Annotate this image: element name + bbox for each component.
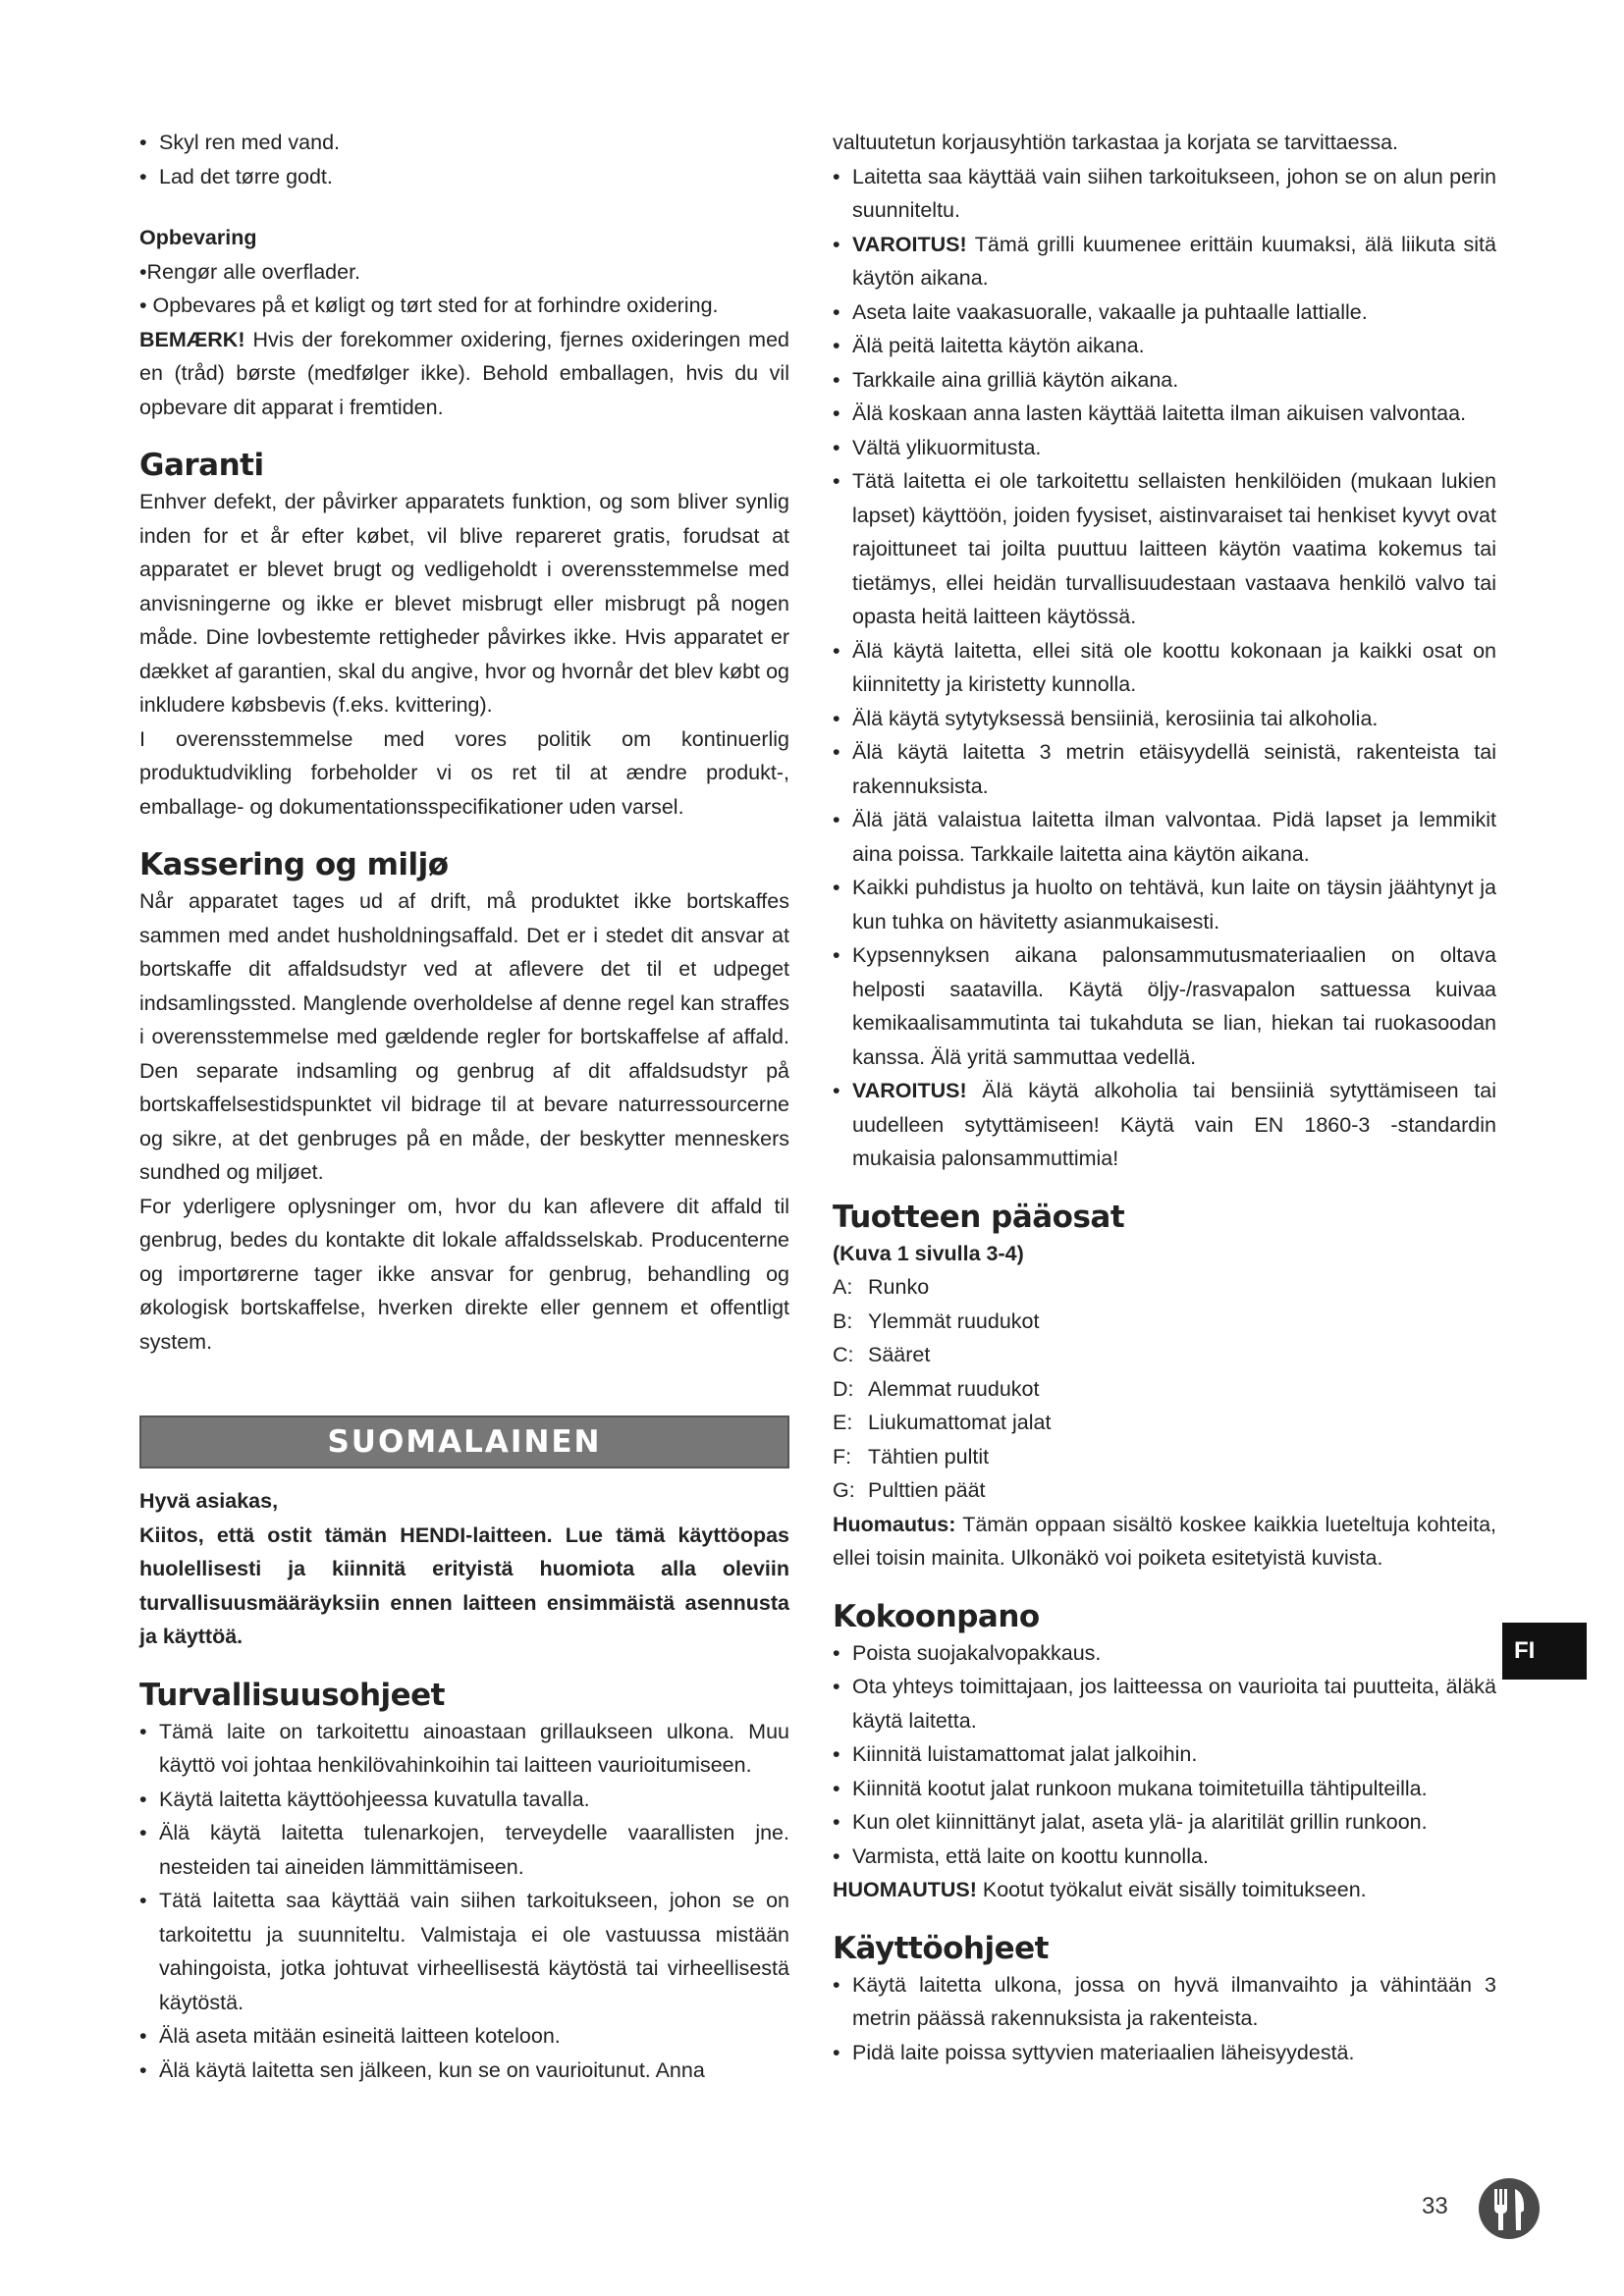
garanti-paragraph: I overensstemmelse med vores politik om kontinuerlig produktudvikling forbeholder vi os ret til at ændre produkt-, emballage- og dokumentationsspecifikationer uden varsel. — [139, 726, 789, 819]
list-item: • Kaikki puhdistus ja huolto on tehtävä, kun laite on täysin jäähtynyt ja kun tuhka on hävitetty asianmukaisesti. — [833, 871, 1496, 938]
greeting: Hyvä asiakas, — [139, 1489, 279, 1513]
language-tab: FI — [1502, 1623, 1587, 1680]
assembly-list — [833, 1636, 1496, 1874]
list-item: • Skyl ren med vand. — [139, 126, 789, 160]
list-item: • Varmista, että laite on koottu kunnolla. — [833, 1840, 1496, 1874]
part-name: Pulttien päät — [868, 1478, 986, 1502]
left-column — [139, 126, 789, 2087]
list-item: • Älä käytä laitetta sen jälkeen, kun se on vaurioitunut. Anna — [139, 2054, 789, 2088]
safety-list — [139, 1715, 789, 2088]
garanti-heading: Garanti — [139, 448, 264, 483]
part-letter: G: — [833, 1478, 855, 1502]
usage-heading: Käyttöohjeet — [833, 1930, 1049, 1966]
assembly-note-label: HUOMAUTUS! — [833, 1878, 977, 1901]
list-item: • Ota yhteys toimittajaan, jos laitteessa on vaurioita tai puutteita, äläkä käytä laitetta. — [833, 1670, 1496, 1737]
assembly-heading: Kokoonpano — [833, 1598, 1040, 1634]
list-item: • Poista suojakalvopakkaus. — [833, 1636, 1496, 1671]
warning-text: Älä käytä alkoholia tai bensiiniä sytyttämiseen tai uudelleen sytyttämiseen! Käytä vain EN 1860-3 -standardin mukaisia palonsammuttimia! — [852, 1079, 1496, 1170]
list-item: • Älä koskaan anna lasten käyttää laitetta ilman aikuisen valvontaa. — [833, 397, 1496, 431]
part-letter: B: — [833, 1308, 853, 1333]
garanti-paragraph: Enhver defekt, der påvirker apparatets funktion, og som bliver synlig inden for et år efter købet, vil blive repareret gratis, forudsat at apparatet er blevet brugt og vedligeholdt i overensstemmelse med anvisningerne og ikke er blevet misbrugt eller misbrugt på nogen måde. Dine lovbestemte rettigheder påvirkes ikke. Hvis apparatet er dækket af garantien, skal du angive, hvor og hvornår det blev købt og inkludere købsbevis (f.eks. kvittering). — [139, 490, 789, 717]
page-number: 33 — [1422, 2193, 1448, 2219]
parts-note-label: Huomautus: — [833, 1512, 956, 1536]
part-item — [833, 1305, 1496, 1339]
list-item: • Tarkkaile aina grilliä käytön aikana. — [833, 363, 1496, 398]
language-banner: SUOMALAINEN — [139, 1415, 789, 1468]
list-item: • Kun olet kiinnittänyt jalat, aseta ylä- ja alaritilät grillin runkoon. — [833, 1805, 1496, 1840]
part-item — [833, 1270, 1496, 1305]
parts-note-text: Tämän oppaan sisältö koskee kaikkia lueteltuja kohteita, ellei toisin mainita. Ulkonäkö voi poiketa esitetyistä kuvista. — [833, 1512, 1496, 1570]
list-item: • Älä aseta mitään esineitä laitteen koteloon. — [139, 2019, 789, 2054]
list-item: • Älä peitä laitetta käytön aikana. — [833, 329, 1496, 363]
list-item: • Kiinnitä kootut jalat runkoon mukana toimitetuilla tähtipulteilla. — [833, 1772, 1496, 1806]
part-name: Alemmat ruudukot — [868, 1376, 1040, 1401]
list-item: • Lad det tørre godt. — [139, 160, 789, 194]
list-item: • Tätä laitetta ei ole tarkoitettu sellaisten henkilöiden (mukaan lukien lapset) käyttöön, joiden fyysiset, aistinvaraiset tai henkiset kyvyt ovat rajoittuneet tai joilta puuttuu laitteen käytön vaatima kokemus tai tietämys, ellei heidän turvallisuudestaan vastaava henkilö valvo tai opasta heitä laitteen käytössä. — [833, 464, 1496, 634]
right-column — [833, 126, 1496, 2069]
parts-note — [833, 1508, 1496, 1575]
storage-item: •Rengør alle overflader. — [139, 259, 361, 284]
list-item: • Kypsennyksen aikana palonsammutusmateriaalien on oltava helposti saatavilla. Käytä öljy-/rasvapalon sattuessa kuivaa kemikaalisammutinta tai tukahduta se lian, hiekan tai ruokasoodan kanssa. Älä yritä sammuttaa vedellä. — [833, 938, 1496, 1074]
list-item: • Kiinnitä luistamattomat jalat jalkoihin. — [833, 1737, 1496, 1772]
assembly-note-text: Kootut työkalut eivät sisälly toimitukseen. — [976, 1878, 1367, 1901]
part-item — [833, 1372, 1496, 1407]
storage-heading: Opbevaring — [139, 226, 257, 249]
part-letter: D: — [833, 1376, 854, 1401]
list-item: • Aseta laite vaakasuoralle, vakaalle ja puhtaalle lattialle. — [833, 295, 1496, 330]
part-name: Ylemmät ruudukot — [868, 1308, 1040, 1333]
warning-text: Tämä grilli kuumenee erittäin kuumaksi, älä liikuta sitä käytön aikana. — [852, 232, 1496, 290]
assembly-note — [833, 1873, 1496, 1907]
list-item: • Vältä ylikuormitusta. — [833, 431, 1496, 465]
part-item — [833, 1338, 1496, 1372]
part-name: Sääret — [868, 1343, 931, 1366]
cutlery-logo-icon — [1478, 2177, 1541, 2240]
list-item: • Älä käytä laitetta tulenarkojen, terveydelle vaarallisten jne. nesteiden tai aineiden lämmittämiseen. — [139, 1816, 789, 1884]
usage-list — [833, 1968, 1496, 2070]
continued-line: valtuutetun korjausyhtiön tarkastaa ja korjata se tarvittaessa. — [833, 131, 1399, 154]
part-name: Liukumattomat jalat — [868, 1411, 1052, 1434]
part-letter: A: — [833, 1275, 853, 1299]
cleaning-list — [139, 126, 789, 193]
warning-label: VAROITUS! — [852, 232, 967, 256]
list-item: • Laitetta saa käyttää vain siihen tarkoitukseen, johon se on alun perin suunniteltu. — [833, 160, 1496, 228]
list-item: • Käytä laitetta ulkona, jossa on hyvä ilmanvaihto ja vähintään 3 metrin päässä rakennuksista ja rakenteista. — [833, 1968, 1496, 2036]
storage-note — [139, 323, 789, 425]
storage-item: • Opbevares på et køligt og tørt sted for at forhindre oxidering. — [139, 294, 719, 317]
list-item: • Älä käytä laitetta 3 metrin etäisyydellä seinistä, rakenteista tai rakennuksista. — [833, 735, 1496, 803]
part-letter: F: — [833, 1444, 852, 1468]
safety-heading: Turvallisuusohjeet — [139, 1677, 446, 1713]
list-item: • Pidä laite poissa syttyvien materiaalien läheisyydestä. — [833, 2036, 1496, 2070]
part-item — [833, 1406, 1496, 1440]
warning-item — [833, 1074, 1496, 1176]
note-text: Hvis der forekommer oxidering, fjernes oxideringen med en (tråd) børste (medfølger ikke). Behold emballagen, hvis du vil opbevare dit apparat i fremtiden. — [139, 327, 789, 419]
list-item: • Älä käytä laitetta, ellei sitä ole koottu kokonaan ja kaikki osat on kiinnitetty ja kiristetty kunnolla. — [833, 634, 1496, 702]
parts-subtitle: (Kuva 1 sivulla 3-4) — [833, 1241, 1024, 1265]
list-item: • Tätä laitetta saa käyttää vain siihen tarkoitukseen, johon se on tarkoitettu ja suunniteltu. Valmistaja ei ole vastuussa mistään vahingoista, jotka johtuvat virheellisestä käytöstä tai virheellisestä käytöstä. — [139, 1884, 789, 2019]
list-item: • Älä käytä sytytyksessä bensiiniä, kerosiinia tai alkoholia. — [833, 702, 1496, 736]
kassering-paragraph: For yderligere oplysninger om, hvor du kan aflevere dit affald til genbrug, bedes du kontakte dit lokale affaldsselskab. Producenterne og importørerne tager ikke ansvar for genbrug, behandling og økologisk bortskaffelse, hverken direkte eller gennem et offentligt system. — [139, 1194, 789, 1354]
part-item — [833, 1440, 1496, 1474]
warning-item — [833, 228, 1496, 295]
list-item: • Älä jätä valaistua laitetta ilman valvontaa. Pidä lapset ja lemmikit aina poissa. Tarkkaile laitetta aina käytön aikana. — [833, 803, 1496, 871]
note-label: BEMÆRK! — [139, 327, 245, 351]
part-name: Tähtien pultit — [868, 1444, 990, 1468]
parts-heading: Tuotteen pääosat — [833, 1199, 1125, 1235]
part-name: Runko — [868, 1275, 930, 1299]
part-letter: C: — [833, 1343, 854, 1366]
part-item — [833, 1473, 1496, 1508]
warning-label: VAROITUS! — [852, 1079, 967, 1102]
list-item: • Tämä laite on tarkoitettu ainoastaan grillaukseen ulkona. Muu käyttö voi johtaa henkilövahinkoihin tai laitteen vaurioitumiseen. — [139, 1715, 789, 1783]
list-item: • Käytä laitetta käyttöohjeessa kuvatulla tavalla. — [139, 1783, 789, 1817]
part-letter: E: — [833, 1411, 853, 1434]
intro-paragraph: Kiitos, että ostit tämän HENDI-laitteen. Lue tämä käyttöopas huolellisesti ja kiinnitä erityistä huomiota alla oleviin turvallisuusmääräyksiin ennen laitteen ensimmäistä asennusta ja käyttöä. — [139, 1522, 789, 1648]
kassering-heading: Kassering og miljø — [139, 847, 449, 882]
safety-list-continued — [833, 160, 1496, 1176]
kassering-paragraph: Når apparatet tages ud af drift, må produktet ikke bortskaffes sammen med andet husholdningsaffald. Det er i stedet dit ansvar at bortskaffe dit affaldsudstyr ved at aflevere det til et udpeget indsamlingssted. Manglende overholdelse af denne regel kan straffes i overensstemmelse med gældende regler for bortskaffelse af affald. Den separate indsamling og genbrug af dit affaldsudstyr på bortskaffelsestidspunktet vil bidrage til at bevare naturressourcerne og sikre, at det genbruges på en måde, der beskytter menneskers sundhed og miljøet. — [139, 889, 789, 1184]
parts-list — [833, 1270, 1496, 1508]
